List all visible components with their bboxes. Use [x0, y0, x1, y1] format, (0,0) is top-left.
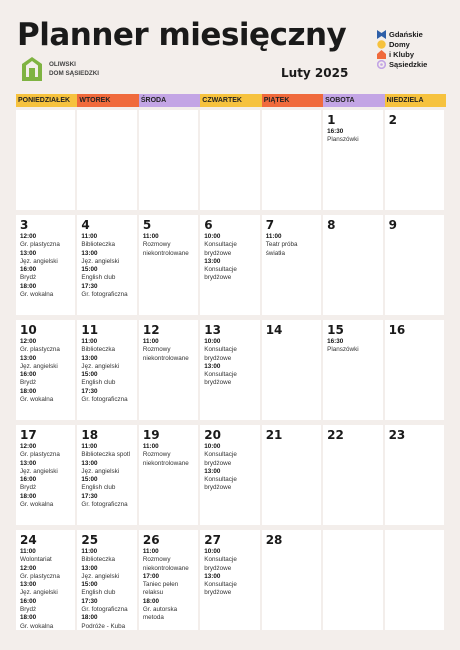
event-name: Konsultacje brydżowe: [204, 241, 237, 257]
day-number: 1: [327, 113, 336, 127]
event-name: Planszówki: [327, 346, 359, 354]
event-name: Gr. fotograficzna: [81, 606, 128, 614]
event-time: 11:00: [142, 443, 159, 450]
event: [81, 266, 132, 283]
event-time: 10:00: [204, 233, 221, 240]
event-time: 15:00: [81, 371, 98, 379]
weekday-header: [16, 94, 446, 107]
event-name: Gr. plastyczna: [20, 241, 60, 249]
event-time: 11:00: [265, 233, 282, 240]
event-time: 16:30: [327, 128, 344, 135]
day-number: 27: [204, 533, 221, 547]
event-name: English club: [81, 379, 116, 387]
event-name: Rozmowy niekontrolowane: [142, 556, 189, 572]
event-name: English club: [81, 589, 116, 597]
partner-line3: i Kluby: [389, 49, 415, 59]
event-time: 12:00: [20, 564, 37, 572]
event-time: 15:00: [81, 581, 98, 589]
event-name: Wolontariat: [20, 556, 52, 564]
week-row: [16, 110, 446, 210]
event-time: 10:00: [204, 338, 221, 345]
event: [20, 233, 71, 250]
event: [81, 250, 132, 267]
event-name: Gr. wokalna: [20, 501, 54, 509]
event-name: Gr. plastyczna: [20, 572, 60, 580]
event-time: 16:00: [20, 266, 37, 274]
day-cell[interactable]: [77, 320, 138, 420]
day-cell[interactable]: [385, 215, 446, 315]
event-time: 13:00: [81, 249, 98, 257]
event-name: Jęz. angielski: [20, 589, 58, 597]
event-name: Gr. fotograficzna: [81, 501, 128, 509]
event-time: 17:00: [142, 572, 159, 580]
day-cell[interactable]: [262, 215, 323, 315]
event: [81, 233, 132, 250]
event: [20, 443, 71, 460]
event: [20, 598, 71, 615]
day-number: 8: [327, 218, 336, 232]
day-number: 11: [81, 323, 99, 337]
event-time: 11:00: [81, 548, 98, 555]
event: [81, 548, 132, 565]
event-time: 18:00: [20, 614, 37, 622]
event: [327, 338, 378, 355]
weekday-wednesday: ŚRODA: [139, 94, 200, 107]
event-name: Brydż: [20, 484, 37, 492]
weekday-friday: PIĄTEK: [262, 94, 323, 107]
empty-day-cell[interactable]: [262, 110, 323, 210]
day-number: 18: [81, 428, 99, 442]
event-time: 18:00: [81, 614, 98, 622]
weekday-thursday: CZWARTEK: [200, 94, 261, 107]
weekday-tuesday: WTOREK: [77, 94, 138, 107]
partner-logo: [376, 29, 456, 69]
partner-line2: Domy: [389, 39, 410, 49]
event: [20, 548, 71, 565]
event-time: 11:00: [81, 233, 98, 240]
event-name: Rozmowy niekontrolowane: [142, 241, 189, 257]
org-name-line2: DOM SĄSIEDZKI: [49, 70, 100, 77]
event-name: Konsultacje brydżowe: [204, 371, 237, 387]
event: [20, 581, 71, 598]
event-time: 11:00: [20, 548, 36, 555]
day-cell[interactable]: [385, 110, 446, 210]
event-name: Brydż: [20, 379, 37, 387]
day-cell[interactable]: [16, 530, 77, 630]
day-number: 2: [388, 113, 397, 127]
event-time: 11:00: [142, 548, 159, 555]
event-name: English club: [81, 484, 116, 492]
event-time: 13:00: [204, 257, 221, 265]
weekday-sunday: NIEDZIELA: [385, 94, 446, 107]
day-number: 7: [265, 218, 275, 232]
week-row: [16, 320, 446, 420]
event-name: Podróże - Kuba: [81, 622, 126, 630]
event: [143, 598, 194, 623]
event: [81, 338, 132, 355]
event-time: 12:00: [20, 443, 37, 450]
day-number: 17: [20, 428, 37, 442]
event-time: 16:00: [20, 371, 37, 379]
event-time: 13:00: [204, 572, 221, 580]
event: [81, 493, 132, 510]
event-time: 17:30: [81, 492, 98, 500]
event: [204, 443, 255, 468]
event-time: 18:00: [20, 282, 37, 290]
event: [81, 355, 132, 372]
org-logo: [21, 56, 99, 82]
event: [20, 614, 71, 630]
purple-flower-icon: [376, 59, 386, 69]
day-cell[interactable]: [323, 425, 384, 525]
day-cell[interactable]: [200, 320, 261, 420]
event-name: Jęz. angielski: [81, 467, 120, 475]
event-name: Konsultacje brydżowe: [204, 451, 237, 467]
day-number: 9: [388, 218, 397, 232]
event-time: 13:00: [20, 354, 37, 362]
day-number: 24: [20, 533, 37, 547]
event: [143, 233, 194, 258]
day-cell[interactable]: [139, 320, 200, 420]
empty-day-cell[interactable]: [139, 110, 200, 210]
event: [204, 468, 255, 493]
day-number: 20: [204, 428, 221, 442]
event: [81, 598, 132, 615]
day-cell[interactable]: [16, 320, 77, 420]
day-cell[interactable]: [200, 425, 261, 525]
week-row: [16, 215, 446, 315]
event: [20, 338, 71, 355]
event: [20, 371, 71, 388]
event-name: Rozmowy niekontrolowane: [142, 451, 189, 467]
event-time: 18:00: [20, 387, 37, 395]
event: [81, 388, 132, 405]
day-cell[interactable]: [385, 425, 446, 525]
event-name: Biblioteczka: [81, 556, 116, 564]
event-time: 15:00: [81, 266, 98, 274]
event-time: 13:00: [81, 459, 98, 467]
empty-day-cell[interactable]: [77, 110, 138, 210]
calendar-grid: [16, 94, 446, 630]
event-name: Konsultacje brydżowe: [204, 346, 237, 362]
event-name: Brydż: [20, 274, 37, 282]
day-number: 26: [142, 533, 160, 547]
event-name: Gr. plastyczna: [20, 346, 60, 354]
event-time: 17:30: [81, 387, 98, 395]
event-name: Biblioteczka: [81, 241, 116, 249]
event-time: 11:00: [81, 443, 98, 450]
event-name: Jęz. angielski: [81, 572, 120, 580]
day-cell[interactable]: [200, 530, 261, 630]
org-name: [49, 60, 99, 78]
event-time: 11:00: [81, 338, 98, 345]
page-title: Planner miesięczny: [17, 17, 347, 53]
day-cell[interactable]: [139, 425, 200, 525]
partner-line4: Sąsiedzkie: [389, 59, 428, 69]
event-time: 13:00: [20, 249, 37, 257]
event-time: 15:00: [81, 476, 98, 484]
org-name-line1: OLIWSKI: [49, 61, 76, 68]
event-time: 13:00: [81, 564, 98, 572]
day-cell[interactable]: [385, 320, 446, 420]
event: [143, 338, 194, 363]
event: [20, 476, 71, 493]
weekday-monday: PONIEDZIAŁEK: [16, 94, 77, 107]
event: [204, 233, 255, 258]
event-time: 16:00: [20, 476, 37, 484]
event-time: 12:00: [20, 233, 37, 240]
event: [143, 443, 194, 468]
event-name: Teatr próba światła: [265, 241, 298, 257]
event-name: Konsultacje brydżowe: [204, 581, 237, 597]
event-name: Gr. wokalna: [20, 622, 54, 630]
event-time: 18:00: [20, 492, 37, 500]
event-time: 16:00: [20, 597, 37, 605]
event: [204, 338, 255, 363]
event: [20, 283, 71, 300]
empty-day-cell[interactable]: [16, 110, 77, 210]
event-name: Gr. autorska metoda: [142, 606, 178, 622]
event-name: Gr. wokalna: [20, 396, 54, 404]
day-number: 12: [142, 323, 160, 337]
day-cell[interactable]: [200, 215, 261, 315]
day-number: 25: [81, 533, 99, 547]
day-cell[interactable]: [77, 215, 138, 315]
event: [81, 371, 132, 388]
day-number: 15: [327, 323, 344, 337]
event: [20, 266, 71, 283]
day-cell[interactable]: [139, 215, 200, 315]
event: [81, 283, 132, 300]
day-cell[interactable]: [323, 110, 384, 210]
day-number: 28: [265, 533, 283, 547]
event: [20, 493, 71, 510]
day-number: 13: [204, 323, 221, 337]
event-time: 13:00: [204, 467, 221, 475]
event-name: Konsultacje brydżowe: [204, 556, 237, 572]
event-time: 11:00: [142, 233, 159, 240]
event: [266, 233, 317, 258]
event: [81, 581, 132, 598]
event-name: Jęz. angielski: [20, 362, 58, 370]
week-row: [16, 425, 446, 525]
event-name: Rozmowy niekontrolowane: [142, 346, 189, 362]
event: [204, 548, 255, 573]
day-cell[interactable]: [323, 215, 384, 315]
day-cell[interactable]: [16, 215, 77, 315]
event-name: Konsultacje brydżowe: [204, 266, 237, 282]
event-name: Biblioteczka: [81, 346, 116, 354]
event: [143, 548, 194, 573]
event: [81, 443, 132, 460]
empty-day-cell[interactable]: [385, 530, 446, 630]
event: [204, 258, 255, 283]
event-time: 17:30: [81, 282, 98, 290]
event: [20, 250, 71, 267]
day-number: 19: [142, 428, 160, 442]
event-time: 10:00: [204, 548, 221, 555]
weeks-container: [16, 110, 446, 630]
event-name: Biblioteczka spotl: [81, 451, 131, 459]
event-time: 17:30: [81, 597, 98, 605]
day-cell[interactable]: [262, 320, 323, 420]
empty-day-cell[interactable]: [323, 530, 384, 630]
event: [81, 476, 132, 493]
event-time: 18:00: [142, 597, 159, 605]
day-cell[interactable]: [262, 530, 323, 630]
event-time: 11:00: [142, 338, 159, 345]
event-name: Konsultacje brydżowe: [204, 476, 237, 492]
day-cell[interactable]: [77, 530, 138, 630]
event: [20, 565, 71, 582]
event-time: 13:00: [20, 581, 37, 589]
event-name: Jęz. angielski: [20, 257, 58, 265]
event-name: Jęz. angielski: [81, 362, 120, 370]
event-time: 10:00: [204, 443, 221, 450]
day-number: 6: [204, 218, 213, 232]
day-cell[interactable]: [16, 425, 77, 525]
event: [81, 460, 132, 477]
day-number: 5: [142, 218, 152, 232]
house-icon: [21, 56, 43, 82]
event-name: Jęz. angielski: [81, 257, 120, 265]
event-name: English club: [81, 274, 116, 282]
weekday-saturday: SOBOTA: [323, 94, 384, 107]
event: [20, 460, 71, 477]
event: [81, 614, 132, 630]
event-name: Gr. fotograficzna: [81, 291, 128, 299]
event-time: 16:30: [327, 338, 344, 345]
event-name: Taniec pełen relaksu: [142, 581, 179, 597]
day-number: 3: [20, 218, 29, 232]
orange-house-icon: [376, 49, 386, 59]
day-number: 10: [20, 323, 37, 337]
day-cell[interactable]: [77, 425, 138, 525]
event-name: Planszówki: [327, 136, 359, 144]
day-number: 22: [327, 428, 344, 442]
event: [204, 363, 255, 388]
empty-day-cell[interactable]: [200, 110, 261, 210]
event: [204, 573, 255, 598]
event: [20, 388, 71, 405]
day-cell[interactable]: [262, 425, 323, 525]
day-number: 14: [265, 323, 283, 337]
day-cell[interactable]: [323, 320, 384, 420]
event: [20, 355, 71, 372]
day-number: 16: [388, 323, 406, 337]
event-name: Gr. wokalna: [20, 291, 54, 299]
event-name: Gr. fotograficzna: [81, 396, 128, 404]
day-cell[interactable]: [139, 530, 200, 630]
event-time: 13:00: [81, 354, 98, 362]
month-label: Luty 2025: [281, 66, 349, 80]
blue-ribbon-icon: [376, 29, 386, 39]
event-name: Brydż: [20, 606, 37, 614]
event-name: Jęz. angielski: [20, 467, 58, 475]
event: [327, 128, 378, 145]
day-number: 4: [81, 218, 90, 232]
event-time: 12:00: [20, 338, 37, 345]
event-time: 13:00: [204, 362, 221, 370]
week-row: [16, 530, 446, 630]
event: [81, 565, 132, 582]
event-name: Gr. plastyczna: [20, 451, 60, 459]
event: [143, 573, 194, 598]
day-number: 23: [388, 428, 406, 442]
event-time: 13:00: [20, 459, 37, 467]
day-number: 21: [265, 428, 283, 442]
yellow-circle-icon: [376, 39, 386, 49]
partner-line1: Gdańskie: [389, 29, 423, 39]
